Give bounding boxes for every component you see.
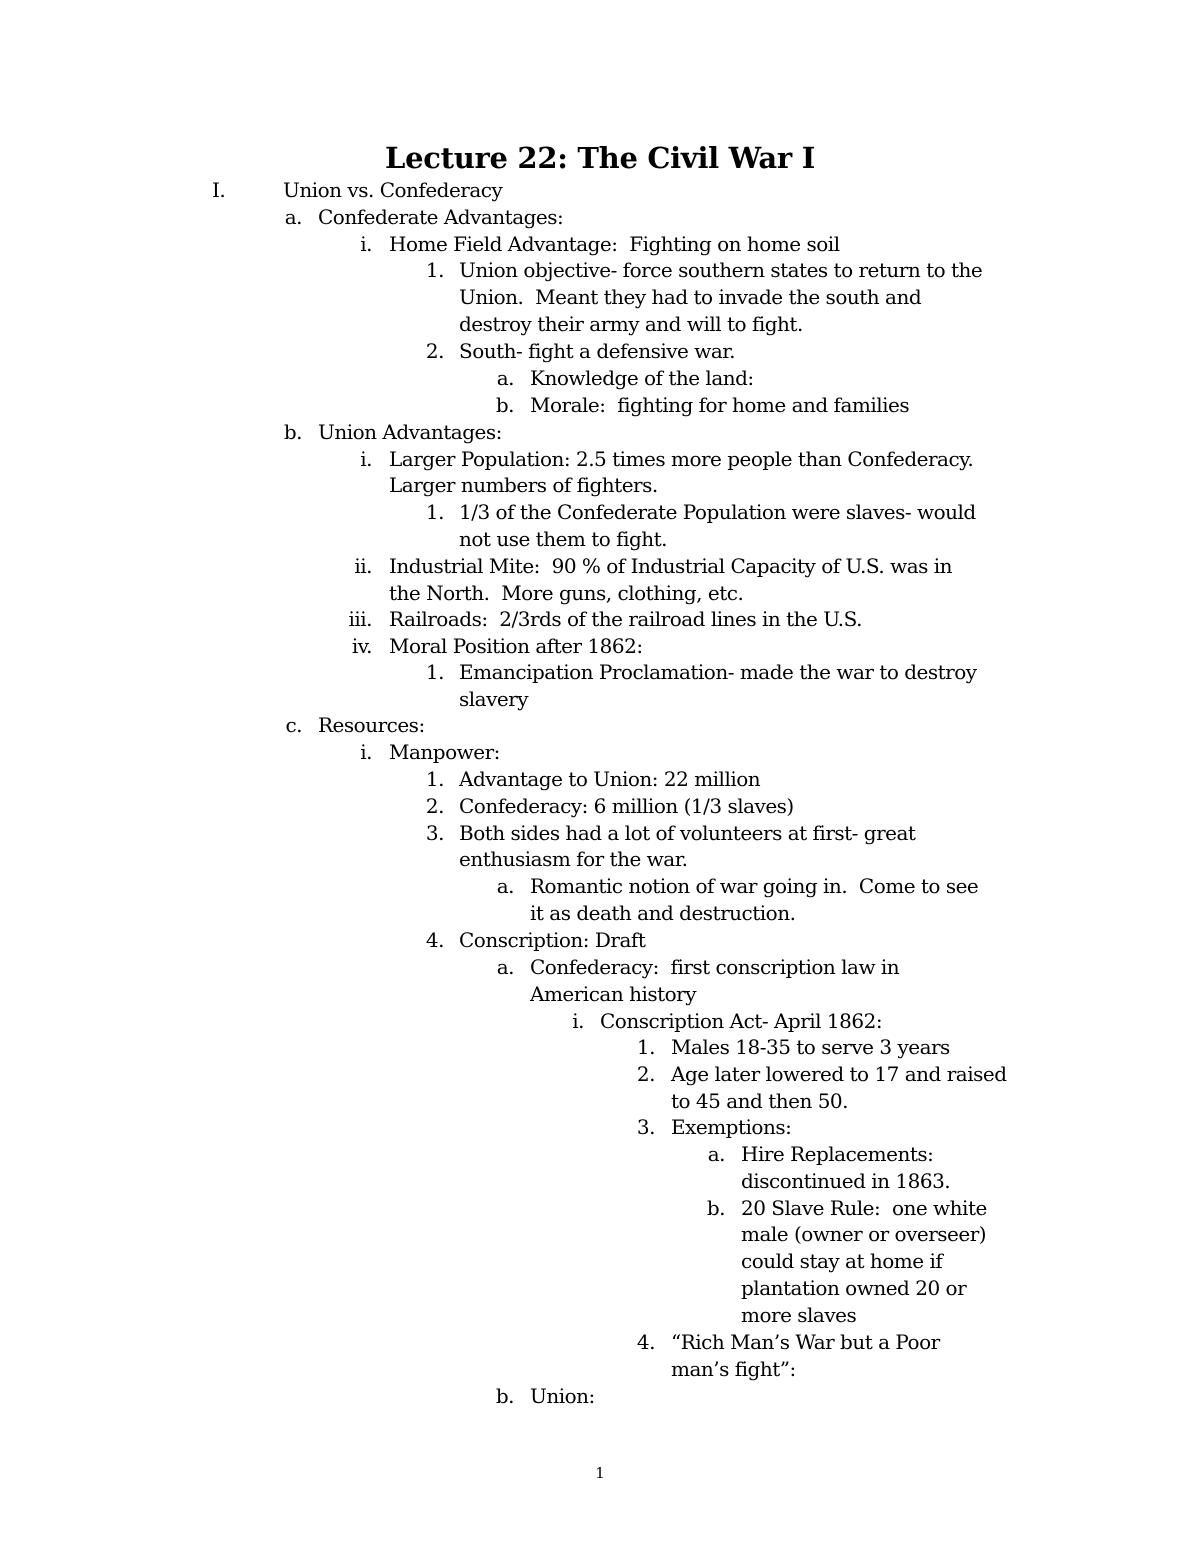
outline-line — [0, 338, 1200, 365]
outline-line — [0, 1248, 1200, 1275]
outline-line — [0, 686, 1200, 713]
outline-text: Confederate Advantages: — [318, 205, 564, 229]
outline-text: 1/3 of the Confederate Population were slaves- would — [459, 500, 976, 524]
outline-text: Advantage to Union: 22 million — [459, 767, 761, 791]
outline-text: Confederacy: 6 million (1/3 slaves) — [459, 794, 794, 818]
outline-text: man’s fight”: — [671, 1357, 796, 1381]
outline-text: Males 18-35 to serve 3 years — [671, 1035, 950, 1059]
outline-line — [0, 1008, 1200, 1035]
outline-line — [0, 392, 1200, 419]
outline-line — [0, 231, 1200, 258]
outline-line — [0, 1141, 1200, 1168]
list-marker: i. — [360, 232, 372, 256]
outline-line — [0, 1356, 1200, 1383]
outline-line — [0, 553, 1200, 580]
outline-line — [0, 204, 1200, 231]
outline-text: Knowledge of the land: — [530, 366, 754, 390]
outline-line — [0, 927, 1200, 954]
list-marker: I. — [212, 178, 226, 202]
list-marker: a. — [496, 366, 514, 390]
list-marker: 2. — [425, 339, 444, 363]
outline-line — [0, 311, 1200, 338]
outline-line — [0, 1383, 1200, 1410]
outline-line — [0, 1302, 1200, 1329]
list-marker: a. — [707, 1142, 725, 1166]
outline-text: destroy their army and will to fight. — [459, 312, 803, 336]
outline-text: 20 Slave Rule: one white — [741, 1196, 987, 1220]
outline-line — [0, 365, 1200, 392]
outline-text: Larger Population: 2.5 times more people than Confederacy. — [389, 447, 974, 471]
list-marker: b. — [495, 393, 514, 417]
outline-text: Union. Meant they had to invade the south and — [459, 285, 922, 309]
list-marker: 1. — [636, 1035, 655, 1059]
outline-text: Romantic notion of war going in. Come to see — [530, 874, 979, 898]
outline-text: plantation owned 20 or — [741, 1276, 967, 1300]
list-marker: a. — [284, 205, 302, 229]
outline-text: Union vs. Confederacy — [283, 178, 503, 202]
outline-line — [0, 1221, 1200, 1248]
outline-line — [0, 1329, 1200, 1356]
outline-line — [0, 177, 1200, 204]
outline-line — [0, 1195, 1200, 1222]
outline-line — [0, 659, 1200, 686]
list-marker: 1. — [425, 767, 444, 791]
outline-text: not use them to fight. — [459, 527, 668, 551]
list-marker: c. — [285, 713, 302, 737]
outline-line — [0, 766, 1200, 793]
outline-text: Hire Replacements: — [741, 1142, 934, 1166]
outline-text: Conscription Act- April 1862: — [600, 1009, 883, 1033]
outline-text: South- fight a defensive war. — [459, 339, 735, 363]
list-marker: 3. — [425, 821, 444, 845]
outline-text: discontinued in 1863. — [741, 1169, 951, 1193]
outline-text: American history — [530, 982, 697, 1006]
outline-line — [0, 284, 1200, 311]
outline-text: “Rich Man’s War but a Poor — [671, 1330, 940, 1354]
outline-line — [0, 846, 1200, 873]
outline-line — [0, 526, 1200, 553]
outline-text: Union Advantages: — [318, 420, 502, 444]
list-marker: a. — [496, 955, 514, 979]
outline-text: male (owner or overseer) — [741, 1222, 987, 1246]
outline-text: to 45 and then 50. — [671, 1089, 849, 1113]
outline-text: it as death and destruction. — [530, 901, 796, 925]
outline-line — [0, 1061, 1200, 1088]
list-marker: 1. — [425, 500, 444, 524]
outline-text: Age later lowered to 17 and raised — [671, 1062, 1007, 1086]
outline-text: Confederacy: first conscription law in — [530, 955, 900, 979]
list-marker: iv. — [351, 634, 372, 658]
outline-line — [0, 1114, 1200, 1141]
outline-line — [0, 820, 1200, 847]
list-marker: a. — [496, 874, 514, 898]
outline-text: Industrial Mite: 90 % of Industrial Capacity of U.S. was in — [389, 554, 953, 578]
outline-line — [0, 1034, 1200, 1061]
outline-line — [0, 446, 1200, 473]
outline-line — [0, 419, 1200, 446]
outline-line — [0, 954, 1200, 981]
list-marker: b. — [706, 1196, 725, 1220]
outline-text: more slaves — [741, 1303, 857, 1327]
list-marker: 3. — [636, 1115, 655, 1139]
outline-text: enthusiasm for the war. — [459, 847, 688, 871]
outline-line — [0, 499, 1200, 526]
outline-text: Larger numbers of fighters. — [389, 473, 658, 497]
outline-line — [0, 1168, 1200, 1195]
list-marker: 1. — [425, 660, 444, 684]
outline-text: Morale: fighting for home and families — [530, 393, 910, 417]
outline-line — [0, 1275, 1200, 1302]
outline-line — [0, 580, 1200, 607]
outline-line — [0, 900, 1200, 927]
list-marker: 4. — [425, 928, 444, 952]
list-marker: 2. — [636, 1062, 655, 1086]
outline-line — [0, 873, 1200, 900]
outline-text: Manpower: — [389, 740, 500, 764]
list-marker: i. — [360, 447, 372, 471]
outline-text: Moral Position after 1862: — [389, 634, 643, 658]
outline-line — [0, 793, 1200, 820]
list-marker: b. — [283, 420, 302, 444]
list-marker: iii. — [348, 607, 372, 631]
outline-text: Both sides had a lot of volunteers at first- great — [459, 821, 916, 845]
outline-text: Union: — [530, 1384, 595, 1408]
outline-text: Union objective- force southern states to return to the — [459, 258, 983, 282]
list-marker: 1. — [425, 258, 444, 282]
outline-line — [0, 712, 1200, 739]
outline-text: Resources: — [318, 713, 425, 737]
outline-line — [0, 257, 1200, 284]
outline-line — [0, 739, 1200, 766]
list-marker: ii. — [354, 554, 372, 578]
outline-line — [0, 606, 1200, 633]
outline-text: could stay at home if — [741, 1249, 943, 1273]
outline-line — [0, 633, 1200, 660]
outline-line — [0, 472, 1200, 499]
outline-text: slavery — [459, 687, 529, 711]
list-marker: b. — [495, 1384, 514, 1408]
outline-text: Home Field Advantage: Fighting on home soil — [389, 232, 840, 256]
list-marker: 4. — [636, 1330, 655, 1354]
outline-text: Exemptions: — [671, 1115, 792, 1139]
outline-text: Conscription: Draft — [459, 928, 646, 952]
outline-line — [0, 1088, 1200, 1115]
list-marker: i. — [360, 740, 372, 764]
outline-line — [0, 981, 1200, 1008]
page-number: 1 — [595, 1464, 605, 1482]
outline-text: the North. More guns, clothing, etc. — [389, 581, 744, 605]
outline-text: Railroads: 2/3rds of the railroad lines in the U.S. — [389, 607, 862, 631]
list-marker: i. — [572, 1009, 584, 1033]
list-marker: 2. — [425, 794, 444, 818]
page-title: Lecture 22: The Civil War I — [385, 141, 815, 175]
outline-text: Emancipation Proclamation- made the war to destroy — [459, 660, 977, 684]
